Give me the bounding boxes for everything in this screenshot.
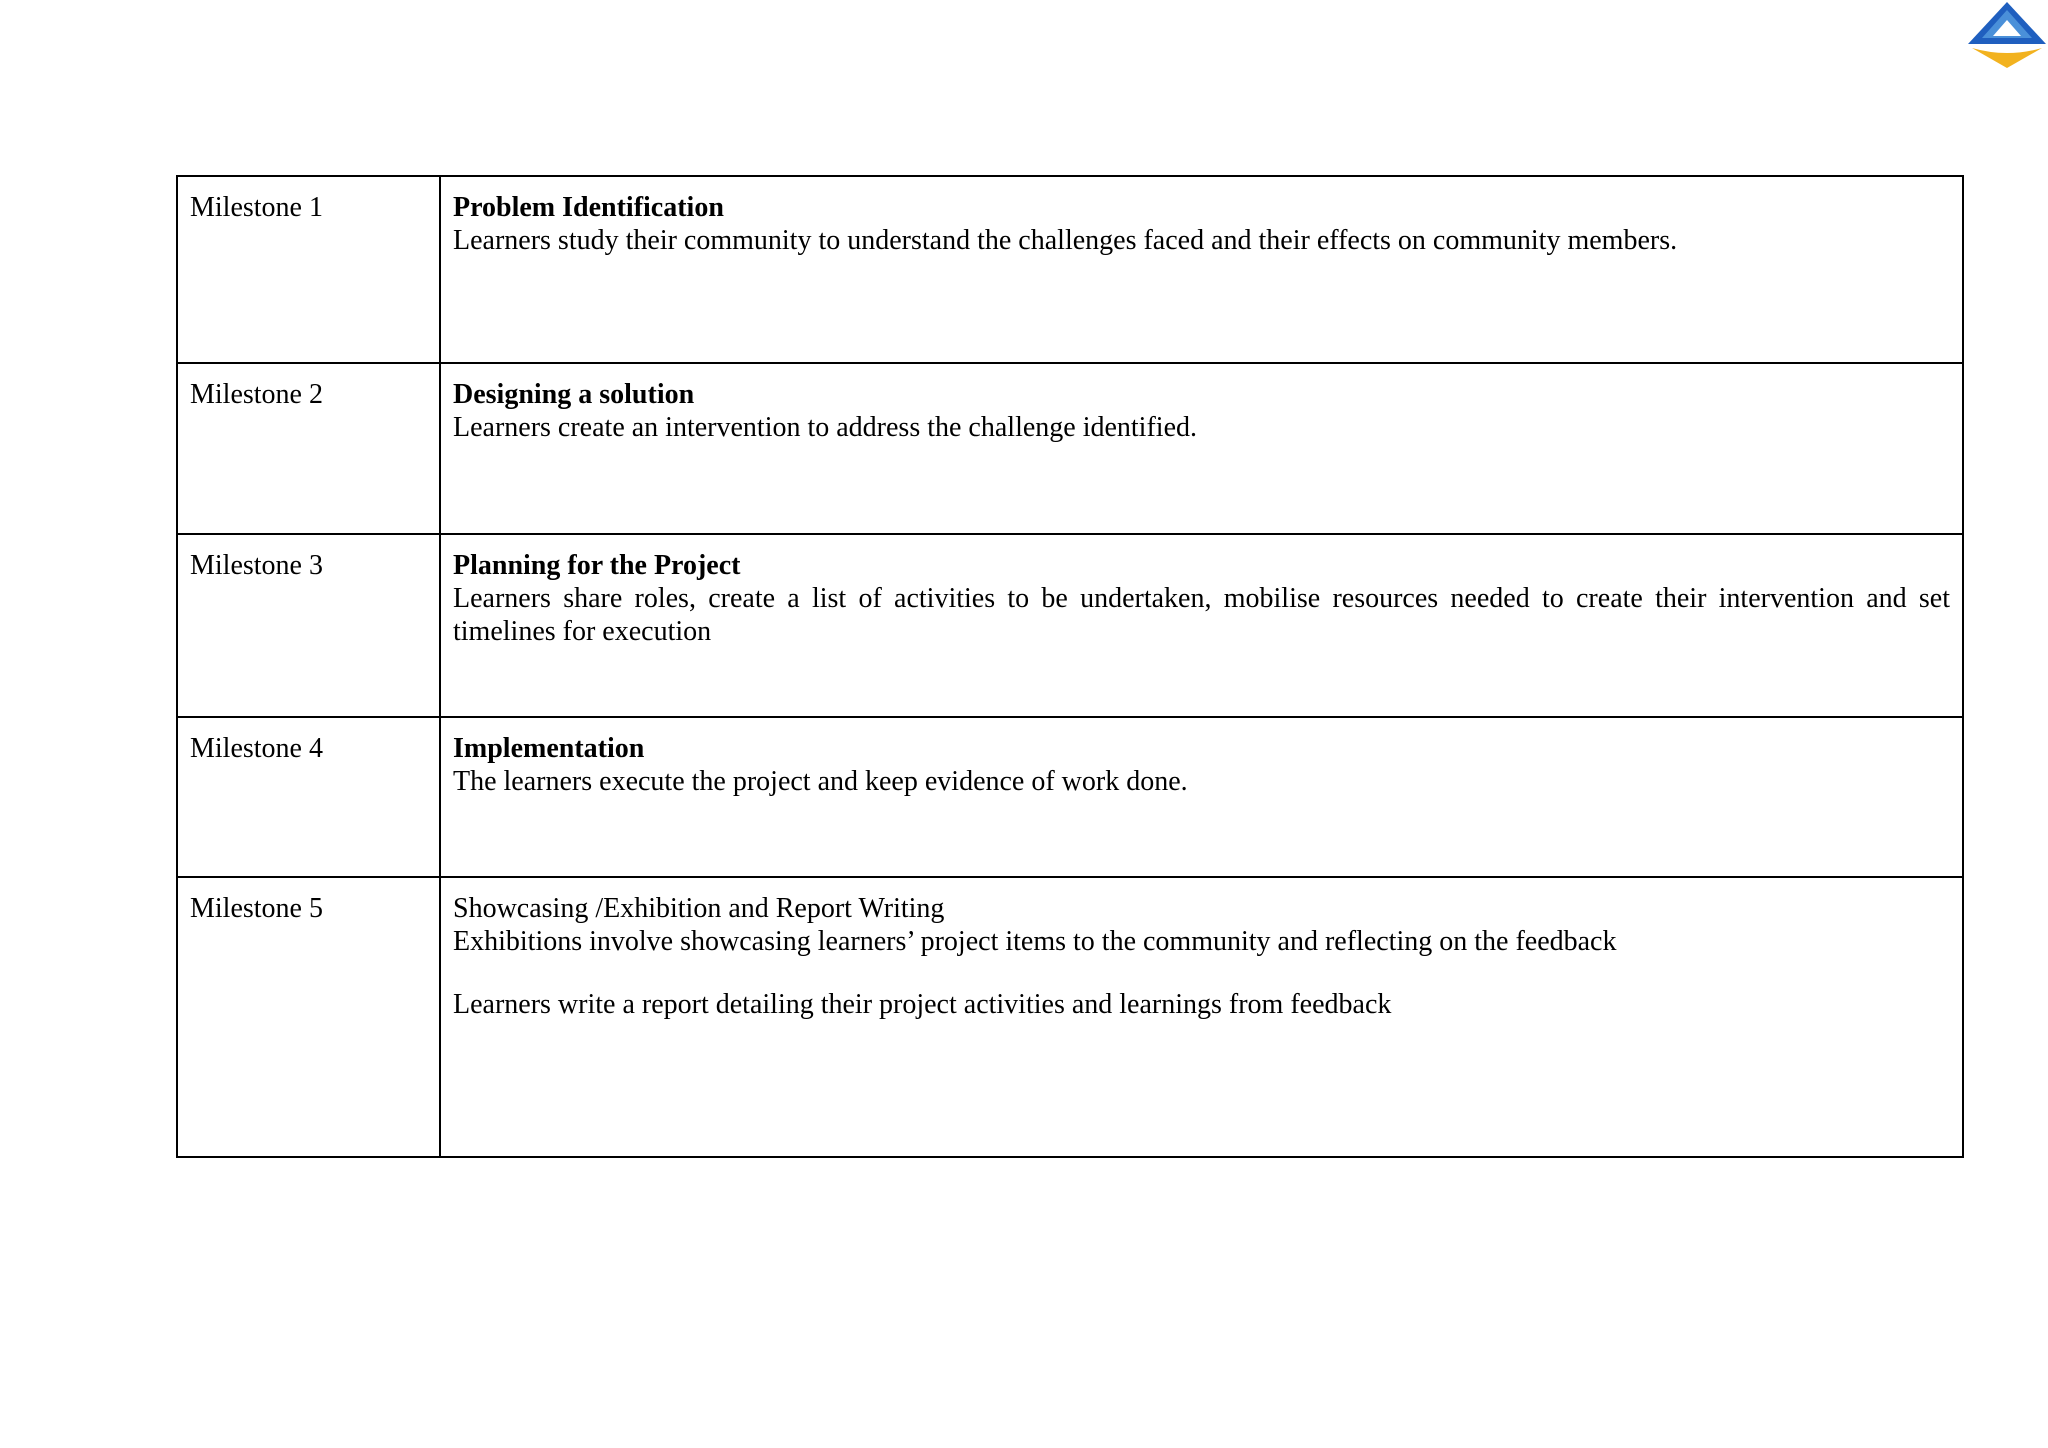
milestone-label: Milestone 2 (177, 363, 440, 534)
milestone-title: Designing a solution (453, 379, 695, 410)
milestone-description: Exhibitions involve showcasing learners’ project items to the community and reflecting on the feedback (453, 926, 1617, 957)
milestone-title: Planning for the Project (453, 550, 741, 581)
table-row (177, 363, 1963, 534)
milestone-label: Milestone 1 (177, 176, 440, 363)
milestone-description: Learners write a report detailing their project activities and learnings from feedback (453, 989, 1392, 1020)
milestone-label: Milestone 5 (177, 877, 440, 1157)
milestone-content (440, 176, 1963, 363)
milestone-label: Milestone 4 (177, 717, 440, 877)
milestone-label: Milestone 3 (177, 534, 440, 717)
milestone-content (440, 717, 1963, 877)
milestone-title: Showcasing /Exhibition and Report Writing (453, 893, 945, 924)
milestone-description: Learners study their community to understand the challenges faced and their effects on community members. (453, 225, 1678, 256)
milestone-description: Learners share roles, create a list of activities to be undertaken, mobilise resources needed to create their intervention and set timelines for execution (453, 583, 1950, 647)
milestone-content (440, 534, 1963, 717)
milestone-description: The learners execute the project and keep evidence of work done. (453, 766, 1188, 797)
sunrise-diamond-logo-icon (1966, 0, 2048, 70)
table-row (177, 877, 1963, 1157)
milestone-content (440, 877, 1963, 1157)
milestone-title: Problem Identification (453, 192, 724, 223)
milestone-content (440, 363, 1963, 534)
table-row (177, 717, 1963, 877)
milestone-table (176, 175, 1964, 1158)
table-row (177, 534, 1963, 717)
milestone-description: Learners create an intervention to address the challenge identified. (453, 412, 1197, 443)
milestone-title: Implementation (453, 733, 645, 764)
table-row (177, 176, 1963, 363)
logo (1966, 0, 2048, 70)
